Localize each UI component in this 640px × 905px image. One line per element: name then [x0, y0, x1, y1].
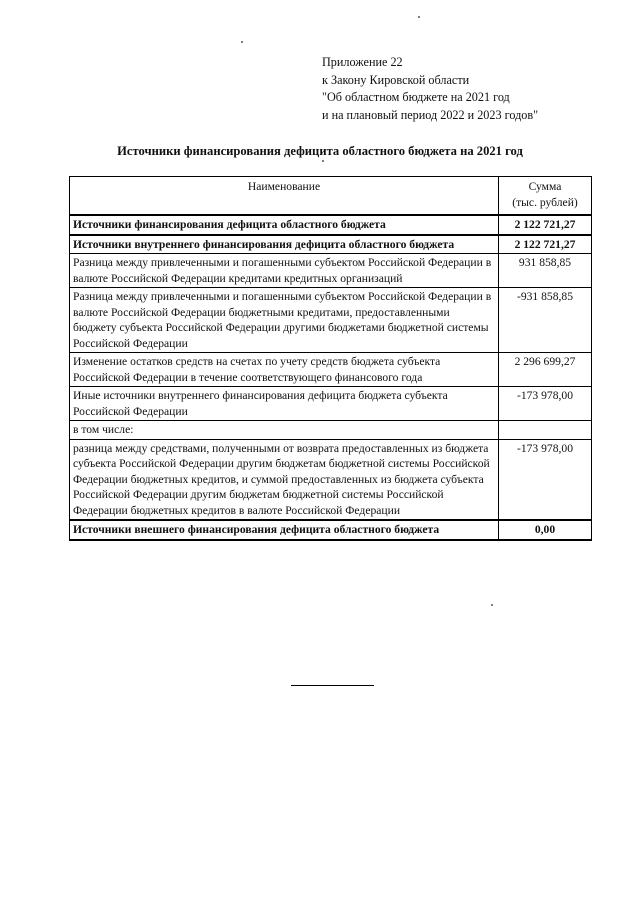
- header-sum: [499, 177, 592, 216]
- table-row: [70, 520, 592, 540]
- row-name: Источники внутреннего финансирования дефицита областного бюджета: [70, 235, 499, 254]
- row-name: в том числе:: [70, 421, 499, 440]
- scan-speck: [418, 16, 420, 18]
- row-sum: 0,00: [499, 520, 592, 540]
- header-name: Наименование: [70, 177, 499, 216]
- row-sum: 2 122 721,27: [499, 235, 592, 254]
- table-row: [70, 421, 592, 440]
- row-sum: 931 858,85: [499, 254, 592, 288]
- row-sum: [499, 421, 592, 440]
- row-name: Разница между привлеченными и погашенными субъектом Российской Федерации в валюте Российской Федерации кредитами кредитных организаций: [70, 254, 499, 288]
- row-sum: 2 122 721,27: [499, 215, 592, 235]
- table-header-row: [70, 177, 592, 216]
- scan-speck: [241, 41, 243, 43]
- table-row: [70, 439, 592, 520]
- row-name: Иные источники внутреннего финансирования дефицита бюджета субъекта Российской Федерации: [70, 387, 499, 421]
- table-row: [70, 288, 592, 353]
- scan-speck: [322, 160, 324, 162]
- row-name: Разница между привлеченными и погашенными субъектом Российской Федерации в валюте Российской Федерации бюджетными кредитами, предоставленными бюджету субъекта Российской Федерации другими бюджетами бюджетной системы Российской Федерации: [70, 288, 499, 353]
- row-name: Источники внешнего финансирования дефицита областного бюджета: [70, 520, 499, 540]
- annex-line-2: к Закону Кировской области: [322, 72, 470, 87]
- header-sum-line-2: (тыс. рублей): [512, 195, 578, 209]
- table-row: [70, 215, 592, 235]
- annex-line-4: и на плановый период 2022 и 2023 годов": [322, 107, 539, 122]
- document-title: Источники финансирования дефицита областного бюджета на 2021 год: [117, 144, 523, 158]
- table-row: [70, 353, 592, 387]
- table-row: [70, 387, 592, 421]
- row-sum: 2 296 699,27: [499, 353, 592, 387]
- financing-sources-table: [69, 176, 592, 541]
- annex-block: [322, 54, 538, 124]
- row-sum: -931 858,85: [499, 288, 592, 353]
- row-sum: -173 978,00: [499, 387, 592, 421]
- header-sum-line-1: Сумма: [528, 180, 562, 193]
- separator-line: [291, 685, 374, 686]
- annex-line-1: Приложение 22: [322, 55, 403, 69]
- row-name: разница между средствами, полученными от возврата предоставленных из бюджета субъекта Российской Федерации другим бюджетам бюджетной системы Российской Федерации бюджетных кредитов, и суммой предоставленных из бюджета субъекта Российской Федерации другим бюджетам бюджетной системы Российской Федерации бюджетных кредитов в валюте Российской Федерации: [70, 439, 499, 520]
- table-row: [70, 254, 592, 288]
- row-name: Изменение остатков средств на счетах по учету средств бюджета субъекта Российской Федерации в течение соответствующего финансового года: [70, 353, 499, 387]
- table-row: [70, 235, 592, 254]
- row-name: Источники финансирования дефицита областного бюджета: [70, 215, 499, 235]
- scan-speck: [491, 604, 493, 606]
- annex-line-3: "Об областном бюджете на 2021 год: [322, 90, 510, 104]
- row-sum: -173 978,00: [499, 439, 592, 520]
